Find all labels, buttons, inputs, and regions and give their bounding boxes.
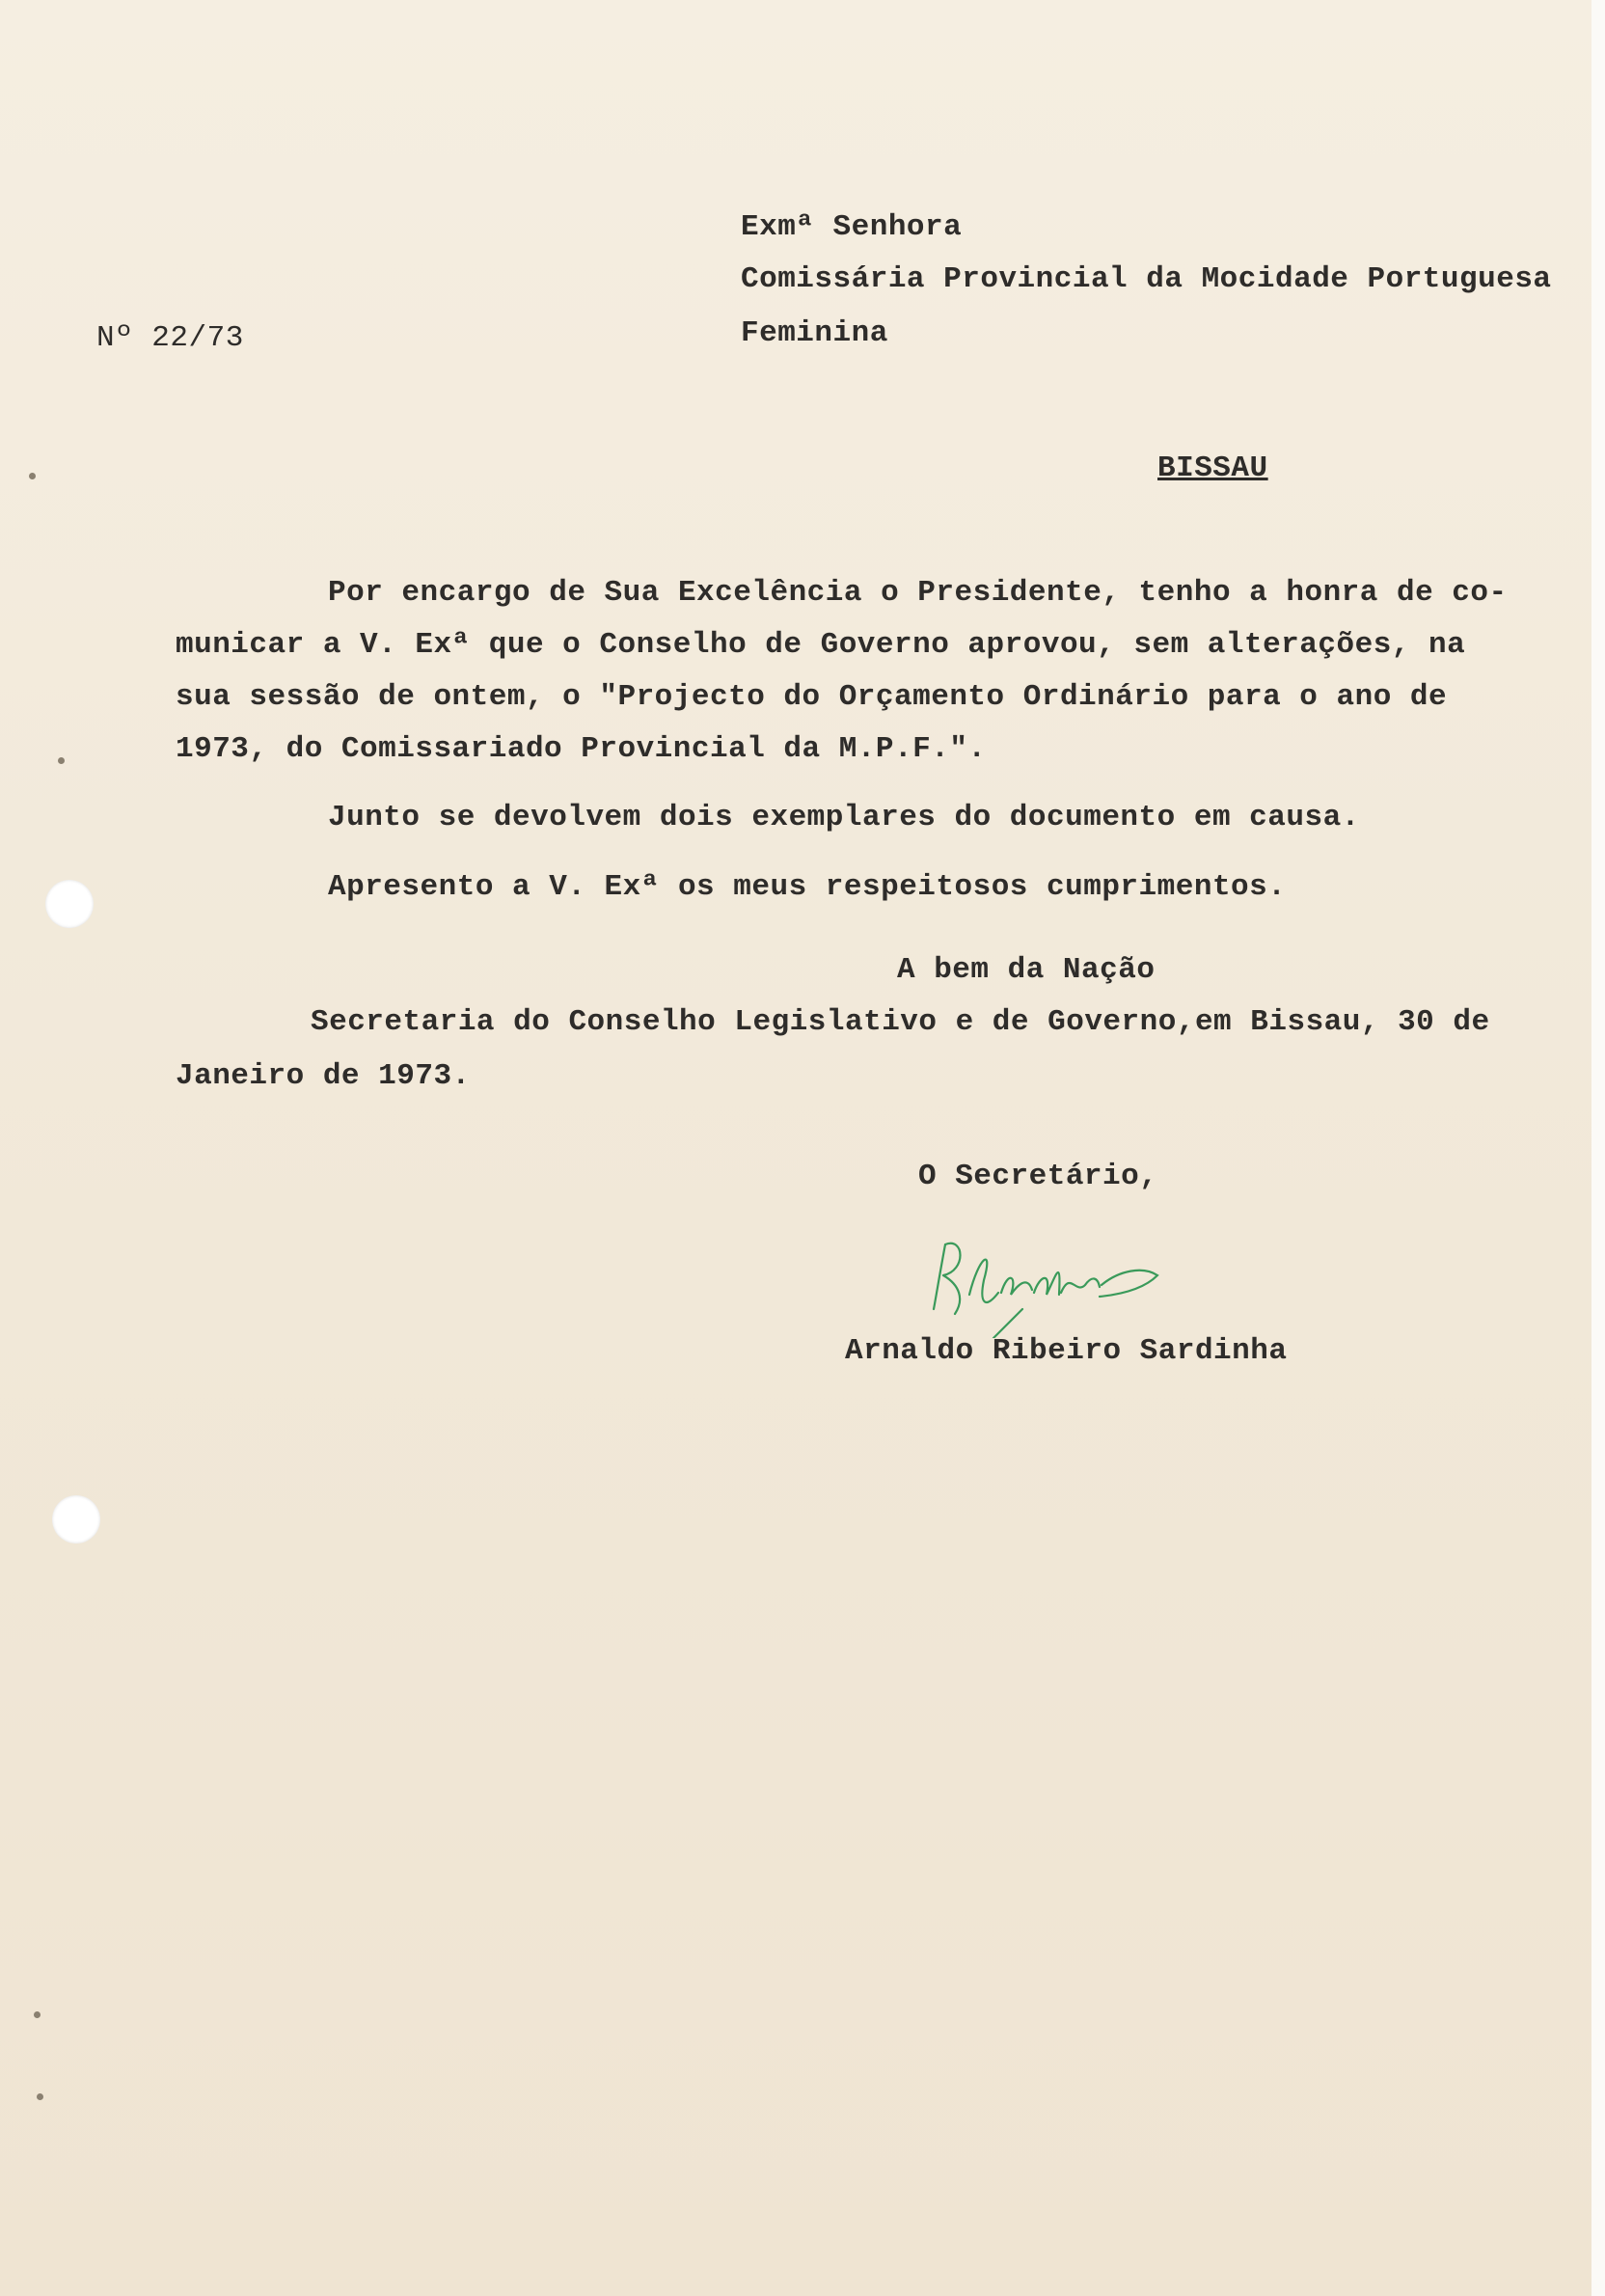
paper-speck: [34, 2011, 41, 2018]
paper-speck: [29, 473, 36, 479]
punch-hole-bottom: [52, 1495, 100, 1544]
paper-speck: [58, 757, 65, 764]
place-date-line-2: Janeiro de 1973.: [176, 1059, 471, 1093]
body-paragraph-1-line-2: municar a V. Exª que o Conselho de Governo aprovou, sem alterações, na: [176, 628, 1466, 662]
body-paragraph-1-line-1: Por encargo de Sua Excelência o Presidente, tenho a honra de co-: [328, 576, 1508, 610]
punch-hole-top: [45, 880, 94, 928]
signer-name: Arnaldo Ribeiro Sardinha: [845, 1334, 1288, 1368]
handwritten-signature: [926, 1217, 1167, 1338]
body-paragraph-1-line-3: sua sessão de ontem, o "Projecto do Orçamento Ordinário para o ano de: [176, 680, 1448, 714]
place-date-line-1: Secretaria do Conselho Legislativo e de Governo,em Bissau, 30 de: [311, 1005, 1490, 1039]
recipient-title-continued: Feminina: [741, 316, 888, 350]
body-paragraph-2: Junto se devolvem dois exemplares do documento em causa.: [328, 801, 1360, 834]
body-paragraph-1-line-4: 1973, do Comissariado Provincial da M.P.F.".: [176, 732, 987, 766]
city-heading: BISSAU: [1157, 451, 1268, 485]
closing-formula: A bem da Nação: [897, 953, 1156, 987]
signer-role: O Secretário,: [918, 1160, 1158, 1193]
recipient-salutation: Exmª Senhora: [741, 210, 963, 244]
reference-number: Nº 22/73: [96, 321, 244, 355]
paper-speck: [37, 2093, 43, 2100]
recipient-title: Comissária Provincial da Mocidade Portuguesa: [741, 262, 1552, 296]
body-paragraph-3: Apresento a V. Exª os meus respeitosos cumprimentos.: [328, 870, 1287, 904]
page-edge: [1591, 0, 1605, 2296]
